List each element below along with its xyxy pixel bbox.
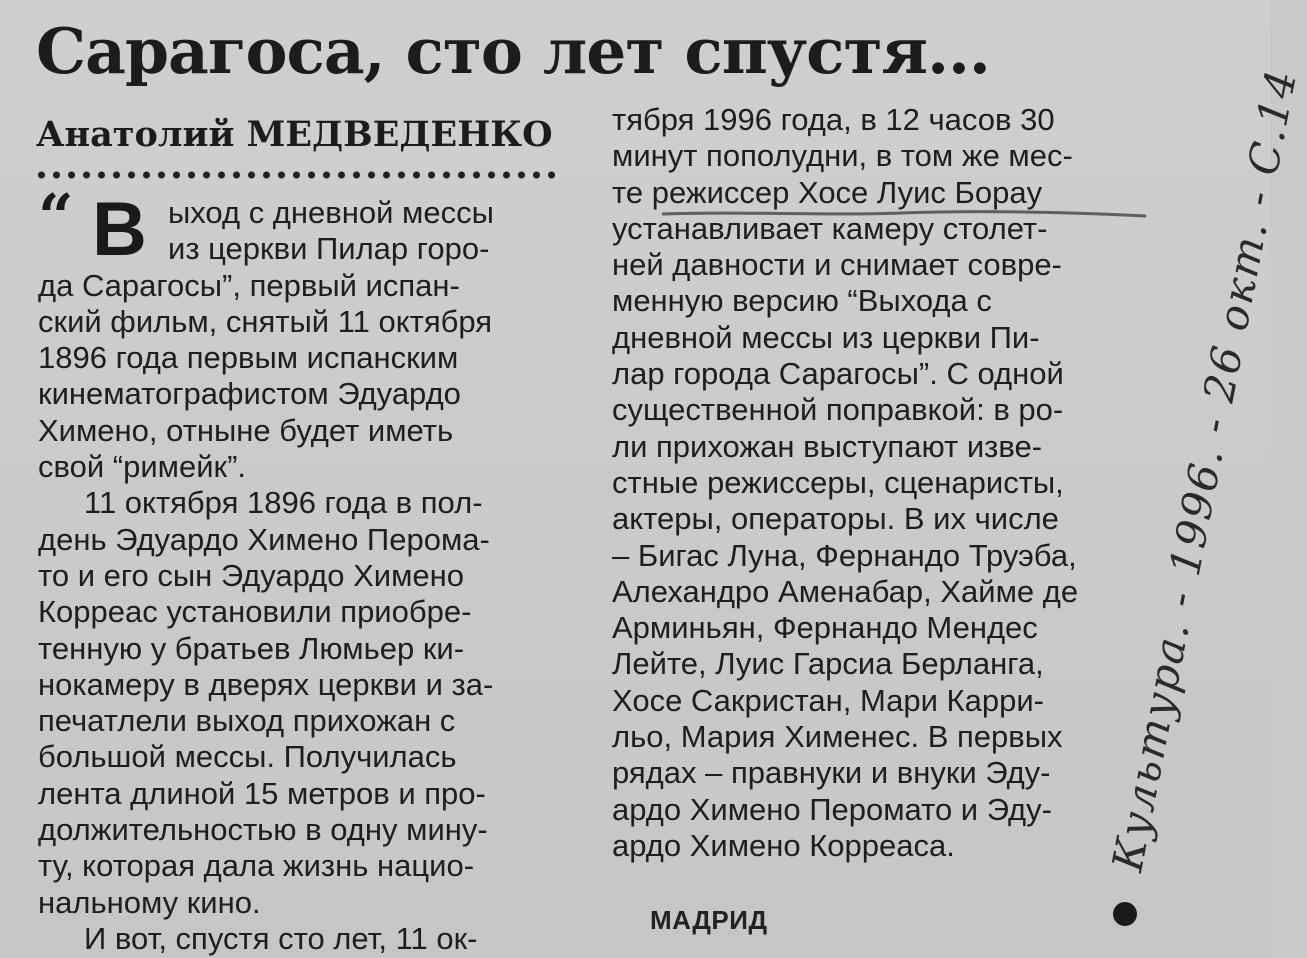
text-line: существенной поправкой: в ро-: [612, 392, 1064, 428]
text-line: льо, Мария Хименес. В первых: [612, 719, 1063, 755]
text-line: ли прихожан выступают изве-: [612, 428, 1043, 464]
text-line: ыход с дневной мессы: [168, 195, 494, 230]
text-line: да Сарагосы”, первый испан-: [38, 267, 460, 303]
text-line: рядах – правнуки и внуки Эду-: [612, 755, 1051, 791]
text-line: 11 октября 1896 года в пол-: [84, 485, 483, 521]
text-line: тенную у братьев Люмьер ки-: [38, 630, 465, 666]
text-line: лар города Сарагосы”. С одной: [612, 356, 1064, 392]
text-line: должительностью в одну мину-: [38, 812, 488, 848]
text-line: минут пополудни, в том же мес-: [612, 138, 1073, 174]
article-column-left: [38, 195, 568, 957]
text-line: Алехандро Аменабар, Хайме де: [612, 573, 1079, 609]
headline: Сарагоса, сто лет спустя...: [36, 14, 990, 88]
text-line: тября 1996 года, в 12 часов 30: [612, 102, 1055, 137]
text-line: печатлели выход прихожан с: [38, 703, 456, 739]
text-line: Корреас установили приобре-: [38, 594, 472, 630]
handwritten-citation-text: Культура. - 1996. - 26 окт. - С.14: [1102, 64, 1307, 876]
text-line: нальному кино.: [38, 884, 261, 920]
text-line: устанавливает камеру столет-: [612, 210, 1048, 246]
text-line: день Эдуардо Химено Перома-: [38, 521, 490, 557]
text-line: то и его сын Эдуардо Химено: [38, 557, 464, 593]
text-line: Арминьян, Фернандо Мендес: [612, 610, 1038, 646]
drop-cap: В: [92, 187, 147, 272]
text-line: большой мессы. Получилась: [38, 739, 457, 775]
text-line: менную версию “Выхода с: [612, 283, 992, 319]
opening-quote-mark: “: [38, 180, 74, 253]
text-line: ардо Химено Корреаса.: [612, 827, 955, 863]
end-bullet: [1113, 902, 1137, 926]
text-line: нокамеру в дверях церкви и за-: [38, 666, 494, 702]
byline: Анатолий МЕДВЕДЕНКО: [36, 114, 553, 155]
text-line: Химено, отныне будет иметь: [38, 412, 454, 448]
dotted-rule: [34, 170, 558, 180]
text-line: ский фильм, снятый 11 октября: [38, 303, 493, 339]
text-line: актеры, операторы. В их числе: [612, 501, 1059, 537]
text-line: И вот, спустя сто лет, 11 ок-: [84, 920, 478, 956]
text-line: свой “римейк”.: [38, 449, 247, 485]
text-line: стные режиссеры, сценаристы,: [612, 464, 1064, 500]
pen-underline-mark: [662, 207, 1146, 223]
text-line: те режиссер Хосе Луис Бораy: [612, 174, 1043, 210]
text-line: дневной мессы из церкви Пи-: [612, 319, 1040, 355]
text-line: лента длиной 15 метров и про-: [38, 775, 486, 811]
text-line: из церкви Пилар горо-: [168, 231, 490, 267]
text-line: кинематографистом Эдуардо: [38, 376, 461, 412]
text-line: 1896 года первым испанским: [38, 340, 459, 376]
text-line: Лейте, Луис Гарсиа Берланга,: [612, 646, 1044, 682]
text-line: ардо Химено Перомато и Эду-: [612, 791, 1052, 827]
text-line: ней давности и снимает совре-: [612, 247, 1062, 283]
dateline: МАДРИД: [650, 905, 768, 935]
text-line: – Бигас Луна, Фернандо Труэба,: [612, 537, 1077, 573]
text-line: ту, которая дала жизнь нацио-: [38, 848, 475, 884]
text-line: Хосе Сакристан, Мари Карри-: [612, 682, 1044, 718]
